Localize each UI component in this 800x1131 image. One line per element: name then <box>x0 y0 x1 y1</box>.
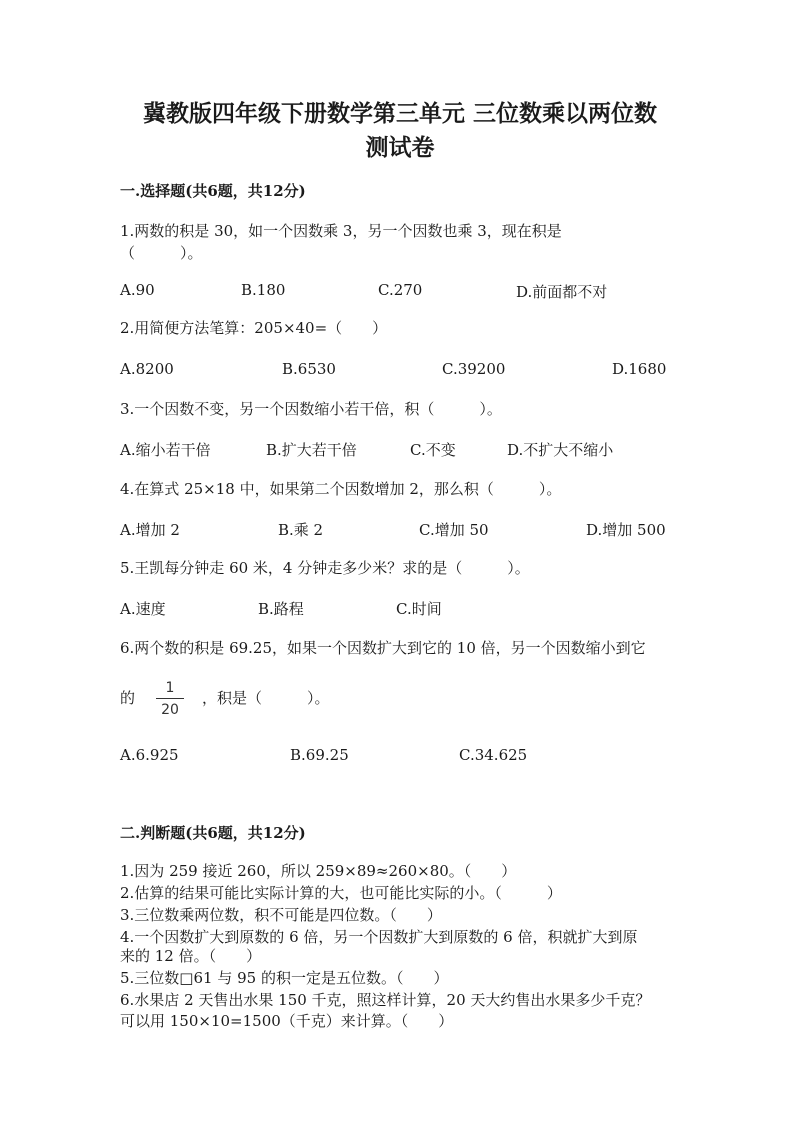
question-3-option-d[interactable]: D.不扩大不缩小 <box>507 441 614 459</box>
page-title-line2: 测试卷 <box>365 134 435 161</box>
question-3-option-c[interactable]: C.不变 <box>410 441 456 459</box>
question-4-option-d[interactable]: D.增加 500 <box>586 521 666 539</box>
question-1-text: 1.两数的积是 30，如一个因数乘 3，另一个因数也乘 3，现在积是 <box>120 222 562 240</box>
question-1-option-b[interactable]: B.180 <box>241 281 286 299</box>
question-2-option-c[interactable]: C.39200 <box>442 360 506 378</box>
fraction-numerator: 1 <box>165 680 175 696</box>
question-6-option-a[interactable]: A.6.925 <box>120 746 179 764</box>
question-6-text-pre: 的 <box>120 689 136 707</box>
question-4-option-b[interactable]: B.乘 2 <box>278 521 324 539</box>
question-6-option-b[interactable]: B.69.25 <box>290 746 349 764</box>
question-6-text: 6.两个数的积是 69.25，如果一个因数扩大到它的 10 倍，另一个因数缩小到它 <box>120 639 646 657</box>
page-title: 冀教版四年级下册数学第三单元 三位数乘以两位数 <box>142 100 657 127</box>
question-2-option-a[interactable]: A.8200 <box>120 360 174 378</box>
judgement-line-4: 4.一个因数扩大到原数的 6 倍，另一个因数扩大到原数的 6 倍，积就扩大到原 <box>120 928 638 946</box>
section-heading-judgement: 二.判断题(共6题，共12分) <box>120 824 306 842</box>
question-1-option-d[interactable]: D.前面都不对 <box>516 283 608 301</box>
question-5-text: 5.王凯每分钟走 60 米，4 分钟走多少米？求的是（ ）。 <box>120 559 530 577</box>
question-1-text-cont: （ ）。 <box>120 244 203 262</box>
question-2-option-b[interactable]: B.6530 <box>282 360 336 378</box>
question-3-option-b[interactable]: B.扩大若干倍 <box>266 441 357 459</box>
question-5-option-c[interactable]: C.时间 <box>396 600 442 618</box>
judgement-line-6: 6.水果店 2 天售出水果 150 千克，照这样计算，20 天大约售出水果多少千克？ <box>120 991 651 1009</box>
question-4-text: 4.在算式 25×18 中，如果第二个因数增加 2，那么积（ ）。 <box>120 480 562 498</box>
judgement-line-6-cont: 可以用 150×10=1500（千克）来计算。（ ） <box>120 1012 454 1030</box>
judgement-line-3: 3.三位数乘两位数，积不可能是四位数。（ ） <box>120 906 442 924</box>
judgement-line-2: 2.估算的结果可能比实际计算的大，也可能比实际的小。（ ） <box>120 884 562 902</box>
fraction-one-twentieth <box>156 679 184 719</box>
question-4-option-a[interactable]: A.增加 2 <box>120 521 180 539</box>
question-2-text: 2.用简便方法笔算：205×40=（ ） <box>120 319 388 337</box>
section-heading-choice: 一.选择题(共6题，共12分) <box>120 182 306 200</box>
question-1-option-c[interactable]: C.270 <box>378 281 423 299</box>
question-6-option-c[interactable]: C.34.625 <box>459 746 528 764</box>
question-5-option-a[interactable]: A.速度 <box>120 600 166 618</box>
question-6-text-post: ，积是（ ）。 <box>202 689 330 707</box>
fraction-bar <box>156 698 184 699</box>
fraction-denominator: 20 <box>161 702 179 718</box>
judgement-line-4-cont: 来的 12 倍。（ ） <box>120 947 262 965</box>
question-3-text: 3.一个因数不变，另一个因数缩小若干倍，积（ ）。 <box>120 400 502 418</box>
judgement-line-1: 1.因为 259 接近 260，所以 259×89≈260×80。（ ） <box>120 862 517 880</box>
question-5-option-b[interactable]: B.路程 <box>258 600 304 618</box>
question-3-option-a[interactable]: A.缩小若干倍 <box>120 441 211 459</box>
judgement-line-5: 5.三位数□61 与 95 的积一定是五位数。（ ） <box>120 969 449 987</box>
question-1-option-a[interactable]: A.90 <box>120 281 155 299</box>
question-2-option-d[interactable]: D.1680 <box>612 360 667 378</box>
question-4-option-c[interactable]: C.增加 50 <box>419 521 489 539</box>
